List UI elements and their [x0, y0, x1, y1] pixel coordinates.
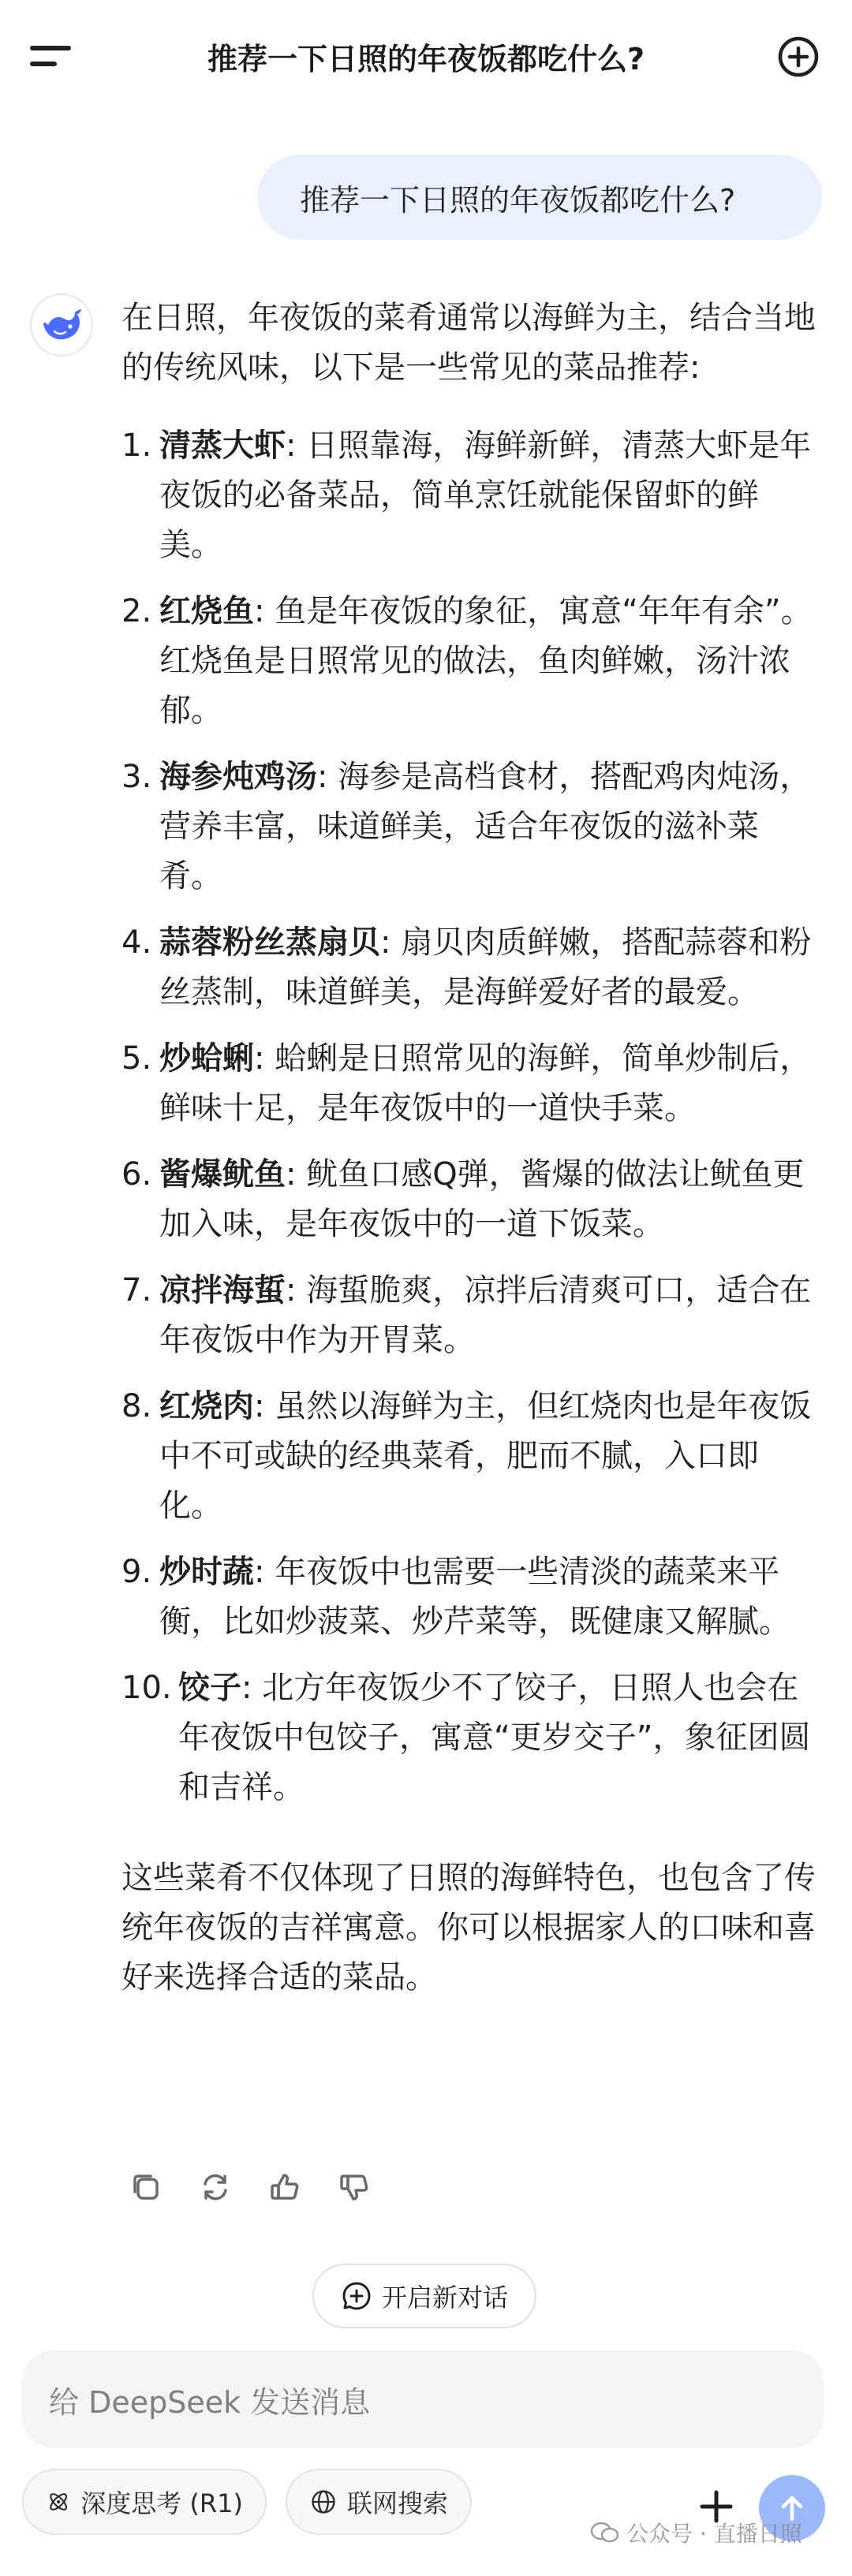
regenerate-button[interactable]	[191, 2163, 240, 2212]
copy-button[interactable]	[121, 2163, 170, 2212]
like-button[interactable]	[260, 2163, 309, 2212]
new-dialog-button[interactable]	[312, 2264, 536, 2328]
list-item	[121, 1150, 816, 1249]
copy-icon	[129, 2170, 163, 2205]
watermark	[590, 2513, 802, 2552]
list-item	[121, 1034, 816, 1133]
dish-description: : 鱼是年夜饭的象征，寓意“年年有余”。红烧鱼是日照常见的做法，鱼肉鲜嫩，汤汁浓郁。	[159, 593, 813, 729]
chat-plus-icon	[341, 2280, 372, 2312]
thumbs-up-icon	[267, 2170, 302, 2205]
item-number: 8.	[121, 1388, 152, 1424]
dish-description: : 海蜇脆爽，凉拌后清爽可口，适合在年夜饭中作为开胃菜。	[159, 1272, 812, 1358]
message-input[interactable]	[22, 2350, 824, 2448]
message-input-placeholder: 给 DeepSeek 发送消息	[49, 2384, 371, 2420]
user-message-text: 推荐一下日照的年夜饭都吃什么?	[300, 182, 736, 218]
assistant-avatar	[30, 293, 93, 357]
item-number: 4.	[121, 924, 152, 961]
list-item	[121, 421, 816, 570]
watermark-text: 公众号 · 直播日照	[626, 2521, 802, 2547]
dish-name: 饺子	[178, 1670, 241, 1706]
item-number: 7.	[121, 1272, 152, 1309]
dish-description: : 海参是高档食材，搭配鸡肉炖汤，营养丰富，味道鲜美，适合年夜饭的滋补菜肴。	[159, 759, 812, 894]
new-chat-icon[interactable]	[776, 35, 820, 79]
atom-icon	[46, 2486, 71, 2518]
dish-name: 凉拌海蜇	[159, 1272, 286, 1309]
dish-description: : 北方年夜饭少不了饺子，日照人也会在年夜饭中包饺子，寓意“更岁交子”，象征团圆和吉祥。	[178, 1670, 811, 1805]
list-item	[121, 1547, 816, 1647]
list-item	[121, 1266, 816, 1365]
list-item	[121, 918, 816, 1017]
assistant-answer	[121, 293, 816, 2003]
dish-list	[121, 421, 816, 1813]
whale-logo-icon	[40, 308, 83, 342]
item-number: 9.	[121, 1554, 152, 1590]
user-message-bubble	[257, 155, 822, 240]
dish-description: : 蛤蜊是日照常见的海鲜，简单炒制后，鲜味十足，是年夜饭中的一道快手菜。	[159, 1040, 812, 1126]
dish-description: : 鱿鱼口感Q弹，酱爆的做法让鱿鱼更加入味，是年夜饭中的一道下饭菜。	[159, 1156, 805, 1242]
list-item	[121, 1382, 816, 1531]
wechat-icon	[590, 2522, 620, 2544]
item-number: 1.	[121, 427, 152, 464]
item-number: 5.	[121, 1040, 152, 1077]
top-bar	[0, 0, 852, 118]
answer-intro: 在日照，年夜饭的菜肴通常以海鲜为主，结合当地的传统风味，以下是一些常见的菜品推荐:	[121, 300, 816, 386]
regenerate-icon	[198, 2170, 233, 2205]
dish-name: 炒时蔬	[159, 1554, 254, 1590]
menu-icon[interactable]	[30, 41, 77, 73]
deep-think-toggle[interactable]	[22, 2469, 267, 2535]
item-number: 3.	[121, 759, 152, 795]
dish-description: : 虽然以海鲜为主，但红烧肉也是年夜饭中不可或缺的经典菜肴，肥而不腻，入口即化。	[159, 1388, 812, 1524]
list-item	[121, 587, 816, 736]
dish-name: 酱爆鱿鱼	[159, 1156, 286, 1193]
dish-name: 蒜蓉粉丝蒸扇贝	[159, 924, 380, 961]
dish-name: 海参炖鸡汤	[159, 759, 317, 795]
dish-name: 炒蛤蜊	[159, 1040, 254, 1077]
item-number: 10.	[121, 1670, 172, 1706]
web-search-label: 联网搜索	[346, 2488, 448, 2518]
dish-name: 红烧肉	[159, 1388, 254, 1424]
globe-icon	[309, 2486, 338, 2518]
thumbs-down-icon	[337, 2170, 372, 2205]
deep-think-label: 深度思考 (R1)	[80, 2488, 243, 2518]
dish-description: : 日照靠海，海鲜新鲜，清蒸大虾是年夜饭的必备菜品，简单烹饪就能保留虾的鲜美。	[159, 427, 812, 563]
dish-name: 清蒸大虾	[159, 427, 286, 464]
list-item	[121, 1663, 816, 1813]
answer-summary: 这些菜肴不仅体现了日照的海鲜特色，也包含了传统年夜饭的吉祥寓意。你可以根据家人的口味和喜好来选择合适的菜品。	[121, 1860, 816, 1995]
page-title: 推荐一下日照的年夜饭都吃什么?	[207, 42, 645, 77]
dish-description: : 年夜饭中也需要一些清淡的蔬菜来平衡，比如炒菠菜、炒芹菜等，既健康又解腻。	[159, 1554, 790, 1640]
web-search-toggle[interactable]	[286, 2469, 472, 2535]
item-number: 6.	[121, 1156, 152, 1193]
dislike-button[interactable]	[330, 2163, 379, 2212]
dish-name: 红烧鱼	[159, 593, 254, 629]
answer-actions	[121, 2163, 379, 2210]
dish-description: : 扇贝肉质鲜嫩，搭配蒜蓉和粉丝蒸制，味道鲜美，是海鲜爱好者的最爱。	[159, 924, 812, 1010]
new-dialog-label: 开启新对话	[381, 2283, 508, 2313]
item-number: 2.	[121, 593, 152, 629]
list-item	[121, 752, 816, 902]
